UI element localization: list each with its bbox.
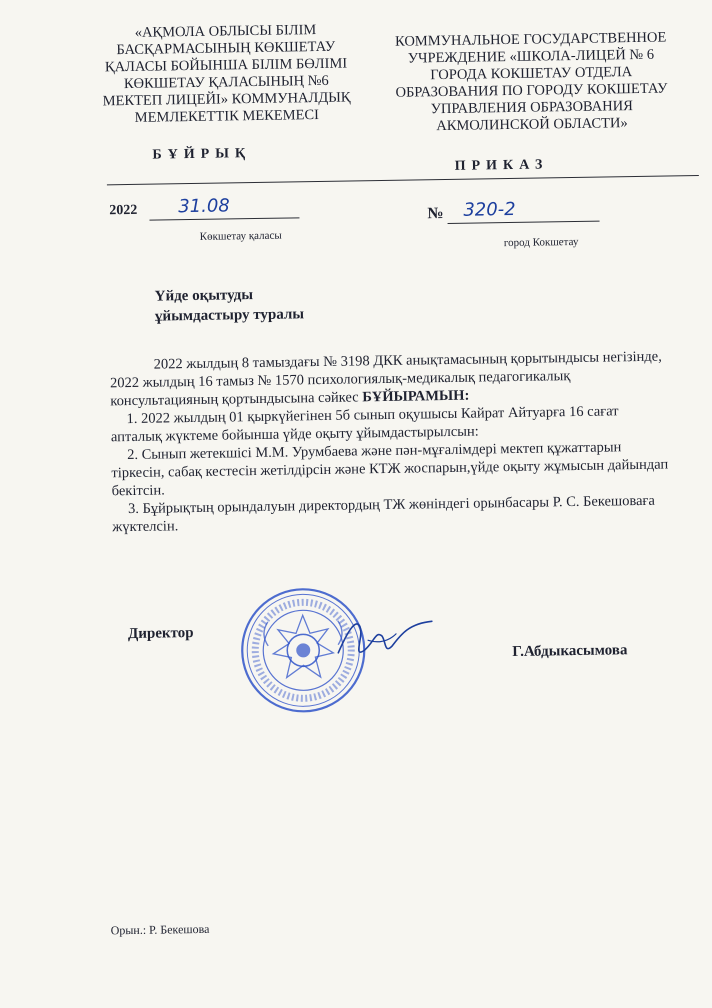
handwritten-order-number: 320-2 (463, 198, 516, 221)
handwritten-date: 31.08 (178, 195, 230, 218)
intro-text: 2022 жылдың 8 тамыздағы № 3198 ДКК анықтамасының қорытындысы негізінде, 2022 жылдың 16 тамыз № 1570 психологиялық-медикалық педагогикалық консультацияның қортындысына сәйкес (109, 348, 662, 410)
director-label: Директор (127, 625, 194, 643)
order-item-2: 2. Сынып жетекшісі М.М. Урумбаева және пән-мұғалімдері мектеп құжаттарын тіркесін, сабақ кестесін жетілдірсін және КТЖ жоспарын,үйде оқыту жұмысын дайындап бекітсін. (111, 439, 669, 500)
number-sign: № (427, 205, 444, 223)
subject-line-1: Үйде оқытуды (154, 287, 254, 305)
director-signature (329, 599, 440, 671)
city-kz: Көкшетау қаласы (199, 229, 282, 243)
director-name: Г.Абдыкасымова (512, 642, 628, 661)
order-item-1: 1. 2022 жылдың 01 қыркүйегінен 5б сынып оқушысы Кайрат Айтуарға 16 сағат апталық жүктеме бойынша үйде оқыту ұйымдастырылсын: (110, 403, 619, 446)
date-underline (149, 217, 299, 220)
order-title-ru: ПРИКАЗ (454, 157, 549, 174)
intro-paragraph (110, 348, 671, 411)
header-kz-organization: «АҚМОЛА ОБЛЫСЫ БІЛІМ БАСҚАРМАСЫНЫҢ КӨКШЕТАУ ҚАЛАСЫ БОЙЫНША БІЛІМ БӨЛІМІ КӨКШЕТАУ ҚАЛАСЫНЫҢ №6 МЕКТЕП ЛИЦЕЙІ» КОММУНАЛДЫҚ МЕМЛЕКЕТТІК МЕКЕМЕСІ (102, 22, 351, 126)
header-divider (107, 175, 699, 185)
order-year: 2022 (109, 202, 138, 219)
city-ru: город Кокшетау (503, 235, 579, 250)
header-ru-organization: КОММУНАЛЬНОЕ ГОСУДАРСТВЕННОЕ УЧРЕЖДЕНИЕ «ШКОЛА-ЛИЦЕЙ № 6 ГОРОДА КОКШЕТАУ ОТДЕЛА ОБРАЗОВАНИЯ ПО ГОРОДУ КОКШЕТАУ УПРАВЛЕНИЯ ОБРАЗОВАНИЯ АКМОЛИНСКОЙ ОБЛАСТИ» (394, 29, 668, 135)
order-body (110, 348, 673, 537)
number-underline (448, 221, 600, 224)
subject-line-2: ұйымдастыру туралы (154, 306, 305, 325)
executor-note: Орын.: Р. Бекешова (110, 921, 210, 938)
order-word: БҰЙЫРАМЫН: (362, 387, 470, 406)
order-title-kz: БҰЙРЫҚ (152, 146, 252, 163)
order-subject (155, 284, 305, 326)
order-item-3: 3. Бұйрықтың орындалуын директордың ТЖ жөніндегі орынбасары Р. С. Бекешоваға жүктелсін. (112, 492, 655, 536)
